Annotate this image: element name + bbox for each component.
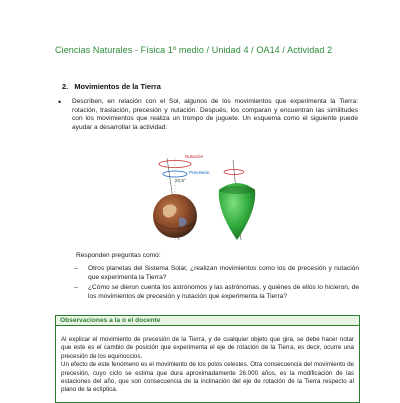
questions-prompt: Responden preguntas como: xyxy=(76,252,161,259)
bullet-item xyxy=(58,98,358,132)
question-text: ¿Cómo se dieron cuenta los astrónomos y las astrónomas, y quiénes de ellos lo hicieron, de los movimientos de precesión y nutación que experimenta la Tierra? xyxy=(88,284,359,300)
question-dash: – xyxy=(74,284,78,291)
bullet-text: Describen, en relación con el Sol, algunos de los movimientos que experimenta la Tierra: rotación, traslación, precesión y nutación. Después, los comparan y encuentran las similitudes con los movimientos que realiza un trompo de juguete. Un esquema como el siguiente puede ayudar a desarrollar la actividad: xyxy=(72,98,358,131)
notes-paragraph: Un efecto de este fenómeno es el movimiento de los polos celestes. Otra consecuencia del movimiento de precesión, cuyo ciclo se estima que dura aproximadamente 26.000 años, es la modificación de las estaciones del año, que son consecuencia de la inclinación del eje de rotación de la Tierra respecto al plano de la eclíptica. xyxy=(61,361,354,394)
question-item xyxy=(74,284,359,301)
page-header: Ciencias Naturales - Física 1º medio / Unidad 4 / OA14 / Actividad 2 xyxy=(55,45,333,55)
label-precession: Precesión xyxy=(189,170,210,175)
section-number: 2. xyxy=(62,82,69,91)
teacher-notes-body xyxy=(56,326,359,399)
bullet-symbol: • xyxy=(58,97,62,107)
section-heading xyxy=(62,82,161,91)
top-rim xyxy=(219,186,255,194)
diagram-svg xyxy=(145,150,265,245)
question-item xyxy=(74,265,359,282)
earth-top-diagram xyxy=(145,150,265,245)
question-dash: – xyxy=(74,265,78,272)
earth-globe xyxy=(153,194,197,238)
label-angle: 23,5° xyxy=(175,178,186,183)
section-title: Movimientos de la Tierra xyxy=(74,82,161,91)
label-nutation: Nutación xyxy=(185,154,204,159)
notes-paragraph: Al explicar el movimiento de precesión de la Tierra, y de cualquier objeto que gira, se debe hacer notar que este es el cambio de posición que experimenta el eje de rotación de la Tierra, es decir, ocurre una precesión de los equinoccios. xyxy=(61,336,354,360)
question-text: Otros planetas del Sistema Solar, ¿realizan movimientos como los de precesión y nutación que experimenta la Tierra? xyxy=(88,265,359,281)
teacher-notes-box xyxy=(55,315,360,403)
teacher-notes-title: Observaciones a la o el docente xyxy=(56,316,359,326)
